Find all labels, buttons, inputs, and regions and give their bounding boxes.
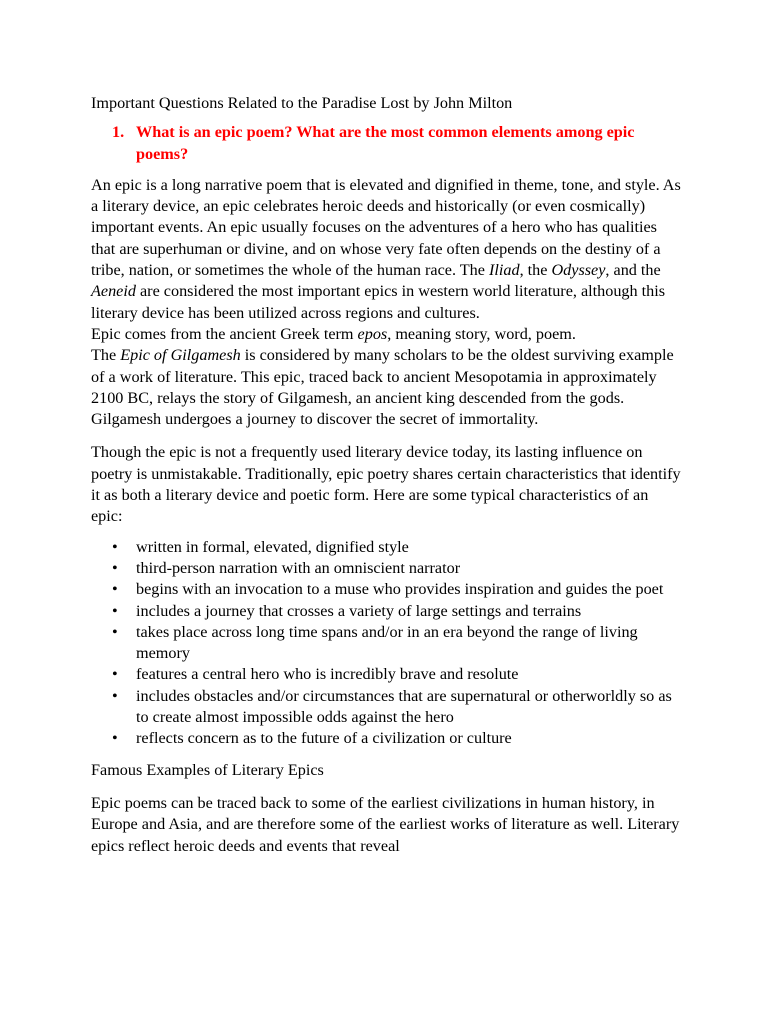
text-run: An epic is a long narrative poem that is elevated and dignified in theme, tone, and style. As a literary device, an epic celebrates heroic deeds and historically (or even cosmically) important events. An epic usually focuses on the adventures of a hero who has qualities that are superhuman or divine, and on whose very fate often depends on the destiny of a tribe, nation, or sometimes the whole of the human race. The xyxy=(91,175,681,280)
text-run: , meaning story, word, poem. xyxy=(387,324,576,343)
paragraph-characteristics-intro: Though the epic is not a frequently used literary device today, its lasting influence on poetry is unmistakable. Traditionally, epic poetry shares certain characteristics that identify it as both a literary device and poetic form. Here are some typical characteristics of an epic: xyxy=(91,443,681,526)
title-aeneid: Aeneid xyxy=(91,282,136,301)
section-heading: Famous Examples of Literary Epics xyxy=(91,760,324,779)
list-item xyxy=(91,622,682,665)
list-item xyxy=(91,728,682,749)
paragraph-epic-origin xyxy=(91,324,682,430)
list-item xyxy=(91,686,682,729)
characteristics-list xyxy=(91,537,682,750)
list-item xyxy=(91,537,682,558)
text-run: are considered the most important epics in western world literature, although this literary device has been utilized across regions and cultures. xyxy=(91,282,666,322)
list-item-text: takes place across long time spans and/or in an era beyond the range of living memory xyxy=(136,622,638,663)
text-run: is considered by many scholars to be the oldest surviving example of a work of literature. This epic, traced back to ancient Mesopotamia in approximately 2100 BC, relays the story of Gilgamesh, an ancient king descended from the gods. Gilgamesh undergoes a journey to discover the secret of immortality. xyxy=(91,346,674,429)
list-item-text: includes a journey that crosses a variety of large settings and terrains xyxy=(136,601,582,620)
text-run: , the xyxy=(519,261,552,280)
bullet-icon: • xyxy=(112,580,118,599)
question-number: 1. xyxy=(112,123,125,142)
bullet-icon: • xyxy=(112,601,118,620)
bullet-icon: • xyxy=(112,729,118,748)
question-item xyxy=(112,122,682,165)
list-item-text: written in formal, elevated, dignified style xyxy=(136,537,409,556)
list-item xyxy=(91,558,682,579)
text-run: , and the xyxy=(605,261,661,280)
list-item-text: third-person narration with an omniscient narrator xyxy=(136,558,461,577)
text-run: Epic comes from the ancient Greek term xyxy=(91,324,358,343)
list-item xyxy=(91,579,682,600)
bullet-icon: • xyxy=(112,686,118,705)
bullet-icon: • xyxy=(112,537,118,556)
question-text: What is an epic poem? What are the most common elements among epic poems? xyxy=(136,123,635,163)
term-epos: epos xyxy=(357,324,388,343)
paragraph-epic-definition xyxy=(91,175,682,324)
list-item-text: features a central hero who is incredibly brave and resolute xyxy=(136,665,519,684)
bullet-icon: • xyxy=(112,622,118,641)
list-item xyxy=(91,664,682,685)
bullet-icon: • xyxy=(112,558,118,577)
text-run: The xyxy=(91,346,121,365)
list-item-text: includes obstacles and/or circumstances that are supernatural or otherworldly so as to create almost impossible odds against the hero xyxy=(136,686,672,727)
list-item-text: begins with an invocation to a muse who provides inspiration and guides the poet xyxy=(136,580,664,599)
bullet-icon: • xyxy=(112,665,118,684)
list-item xyxy=(91,601,682,622)
title-gilgamesh: Epic of Gilgamesh xyxy=(120,346,241,365)
title-odyssey: Odyssey xyxy=(551,261,606,280)
document-title: Important Questions Related to the Paradise Lost by John Milton xyxy=(91,94,513,112)
paragraph-famous-examples: Epic poems can be traced back to some of the earliest civilizations in human history, in Europe and Asia, and are therefore some of the earliest works of literature as well. Literary epics reflect heroic deeds and events that reveal xyxy=(91,793,680,855)
title-iliad: Iliad xyxy=(488,261,520,280)
question-list xyxy=(91,122,682,165)
list-item-text: reflects concern as to the future of a civilization or culture xyxy=(136,729,512,748)
